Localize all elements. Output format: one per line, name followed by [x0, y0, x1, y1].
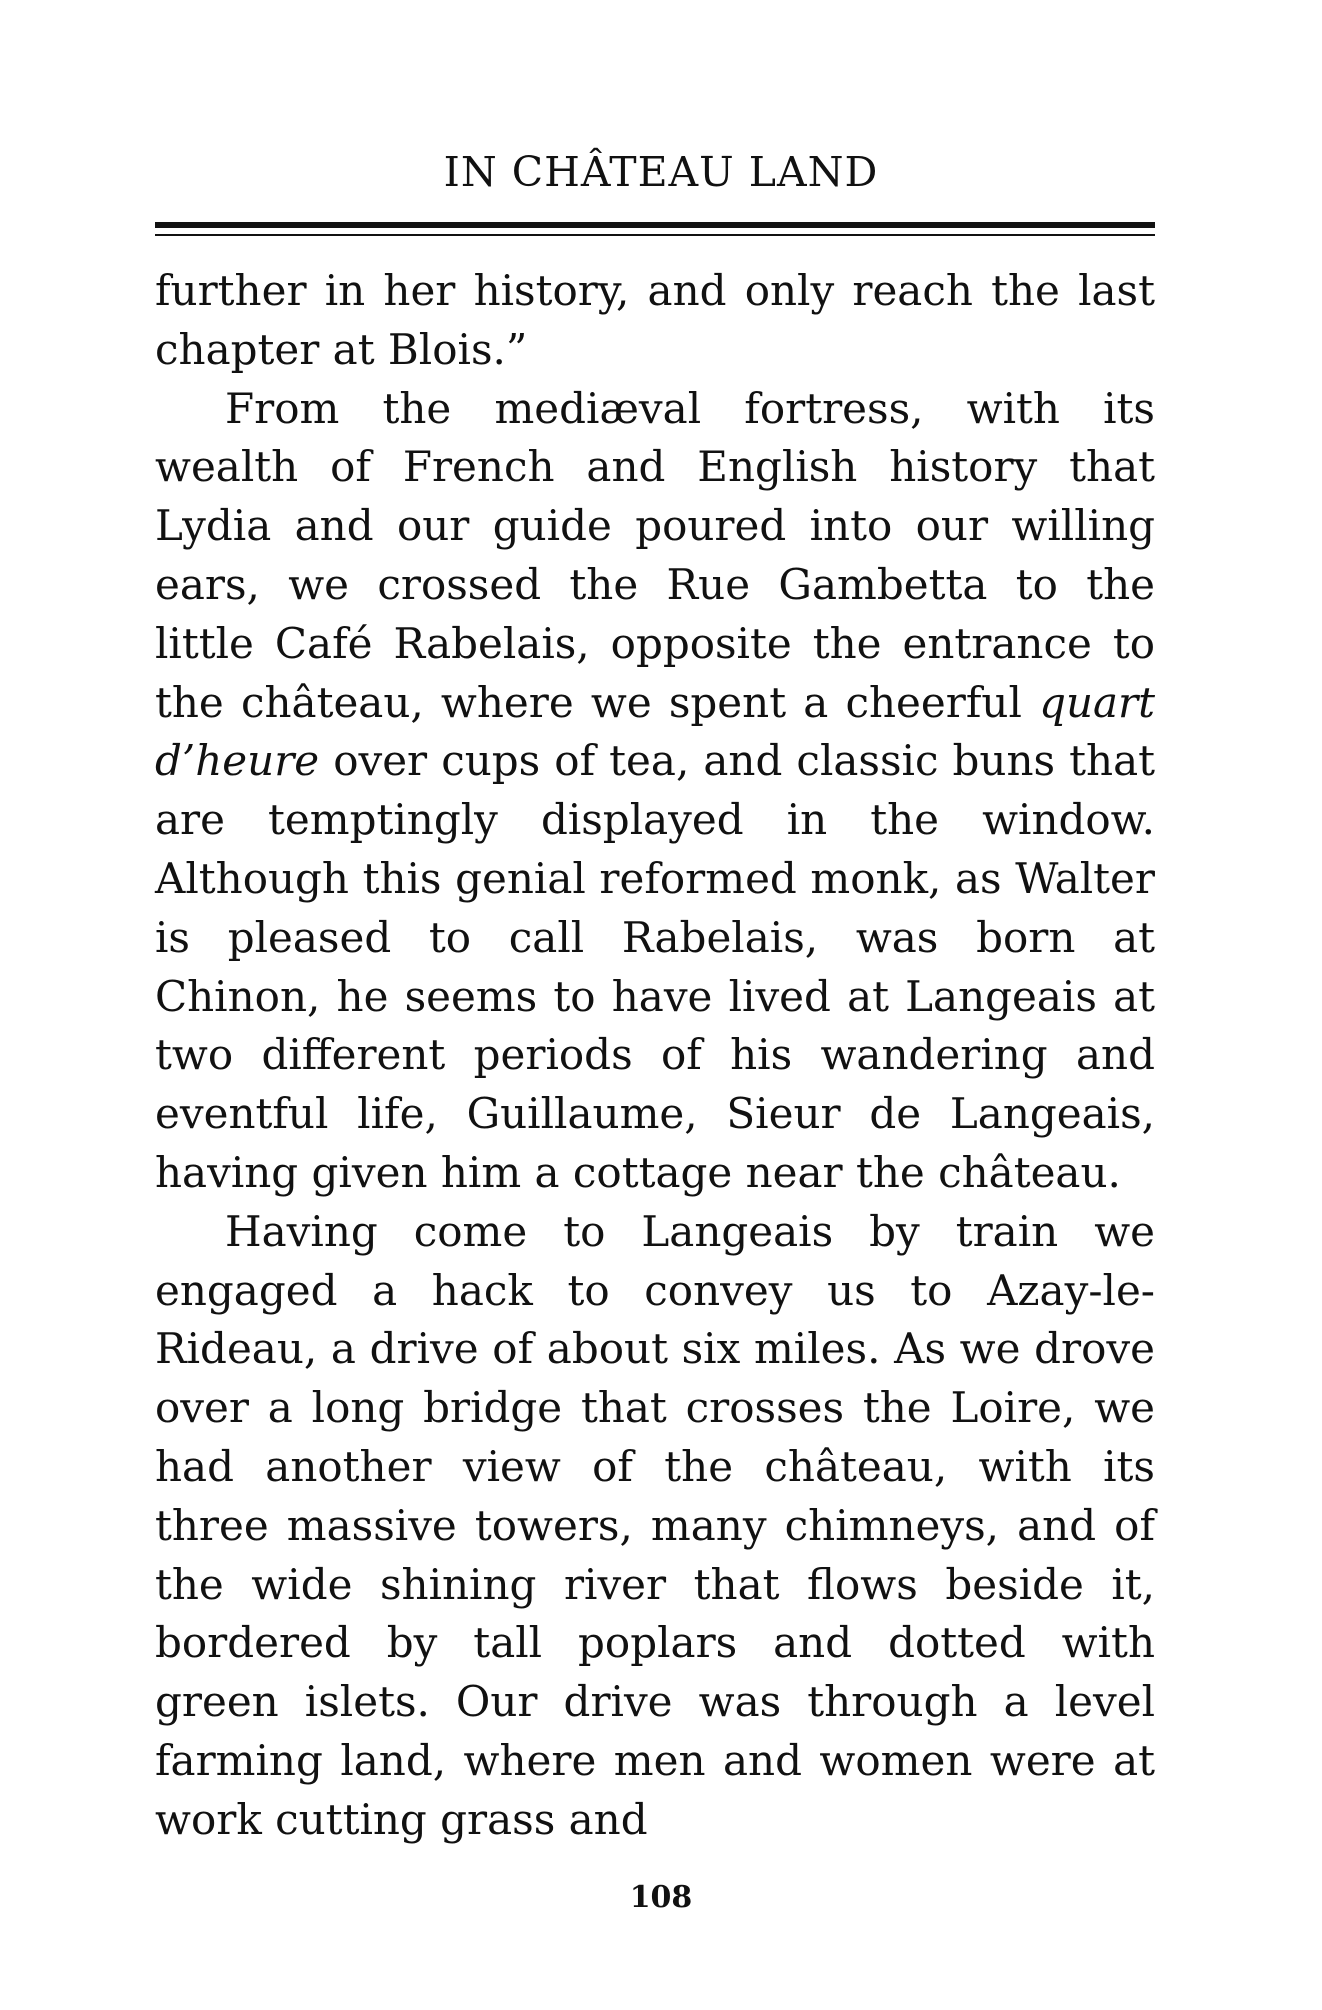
running-head: IN CHÂTEAU LAND: [443, 148, 879, 196]
paragraph-langeais-train: Having come to Langeais by train we engaged a hack to convey us to Azay-le-Rideau, a drive of about six miles. As we drove over a long bridge that crosses the Loire, we had another view of the château, with its three massive towers, many chimneys, and of the wide shining river that flows beside it, bordered by tall poplars and dotted with green islets. Our drive was through a level farming land, where men and women were at work cutting grass and: [155, 1206, 1155, 1844]
header-rule-thick: [155, 222, 1155, 228]
header-rule-thin: [155, 234, 1155, 236]
italic-phrase: quart d’heure: [155, 677, 1155, 786]
paragraph-continued: further in her history, and only reach the last chapter at Blois.”: [155, 266, 1155, 374]
paragraph-text: From the mediæval fortress, with its wealth of French and English history that Lydia and our guide poured into our willing ears, we crossed the Rue Gambetta to the little Café Rabelais, opposite the entrance to the château, where we spent a cheerful: [155, 383, 1155, 727]
page-number: 108: [629, 1880, 693, 1915]
body-text: [155, 262, 1155, 1850]
paragraph-mediaeval-fortress: [155, 380, 1155, 1203]
paragraph-text: over cups of tea, and classic buns that are temptingly displayed in the window. Although this genial reformed monk, as Walter is pleased to call Rabelais, was born at Chinon, he seems to have lived at Langeais at two different periods of his wandering and eventful life, Guillaume, Sieur de Langeais, having given him a cottage near the château.: [155, 736, 1155, 1197]
